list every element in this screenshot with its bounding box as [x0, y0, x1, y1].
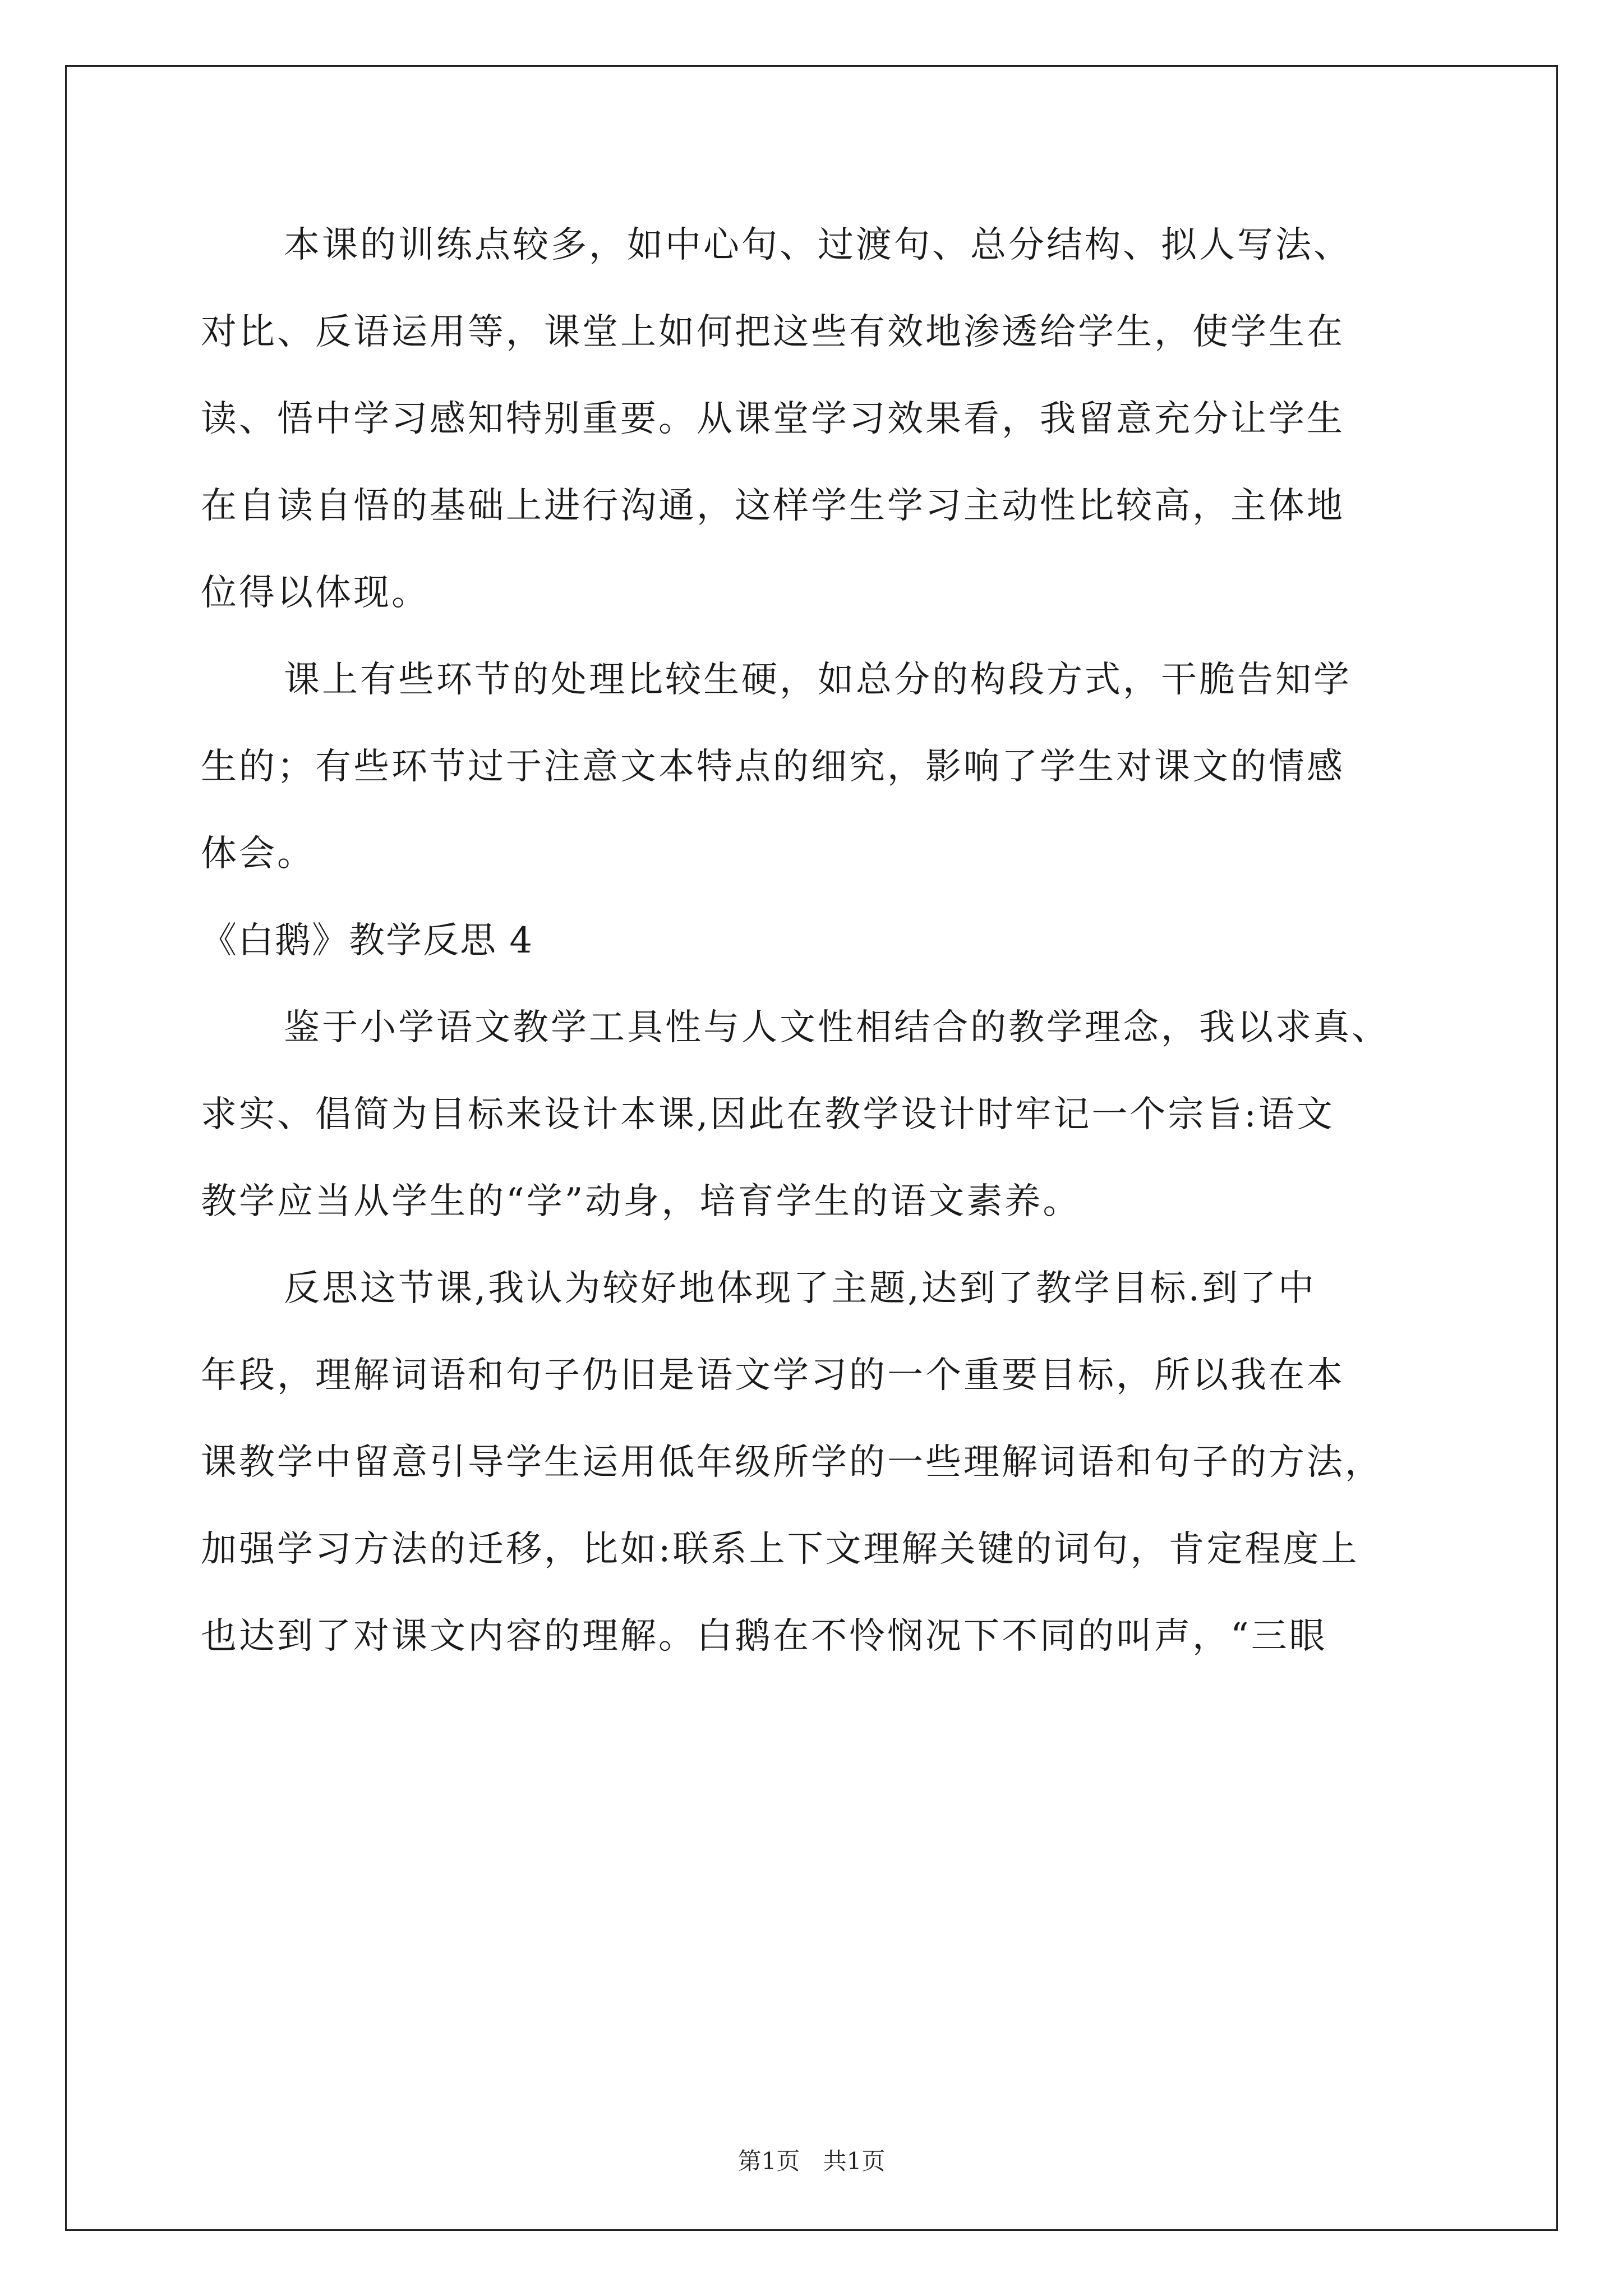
paragraph-4-line-5: 也达到了对课文内容的理解。白鹅在不怜悯况下不同的叫声，“三眼	[201, 1616, 1327, 1657]
paragraph-3-line-2: 求实、倡简为目标来设计本课,因此在教学设计时牢记一个宗旨:语文	[201, 1094, 1335, 1135]
total-pages: 共1页	[823, 2147, 886, 2175]
paragraph-1-line-3: 读、悟中学习感知特别重要。从课堂学习效果看，我留意充分让学生	[201, 398, 1345, 440]
paragraph-1-line-4: 在自读自悟的基础上进行沟通，这样学生学习主动性比较高，主体地	[201, 485, 1345, 527]
paragraph-1-line-5: 位得以体现。	[201, 572, 430, 614]
paragraph-3-line-1: 鉴于小学语文教学工具性与人文性相结合的教学理念，我以求真、	[284, 1007, 1390, 1048]
page-number: 第1页	[737, 2147, 800, 2175]
paragraph-4-line-2: 年段，理解词语和句子仍旧是语文学习的一个重要目标，所以我在本	[201, 1355, 1345, 1396]
section-heading: 《白鹅》教学反思 4	[201, 920, 534, 961]
paragraph-3-line-3: 教学应当从学生的“学”动身，培育学生的语文素养。	[201, 1181, 1081, 1222]
page-footer	[0, 2143, 1623, 2177]
paragraph-4-line-1: 反思这节课,我认为较好地体现了主题,达到了教学目标.到了中	[284, 1268, 1317, 1309]
paragraph-2-line-2: 生的；有些环节过于注意文本特点的细究，影响了学生对课文的情感	[201, 746, 1345, 788]
paragraph-4-line-4: 加强学习方法的迁移，比如:联系上下文理解关键的词句，肯定程度上	[201, 1529, 1359, 1570]
paragraph-1-line-2: 对比、反语运用等，课堂上如何把这些有效地渗透给学生，使学生在	[201, 311, 1345, 353]
paragraph-2-line-1: 课上有些环节的处理比较生硬，如总分的构段方式，干脆告知学	[284, 659, 1352, 701]
document-body	[201, 202, 1451, 1680]
paragraph-4-line-3: 课教学中留意引导学生运用低年级所学的一些理解词语和句子的方法，	[201, 1442, 1383, 1483]
paragraph-1-line-1: 本课的训练点较多，如中心句、过渡句、总分结构、拟人写法、	[284, 224, 1352, 266]
paragraph-2-line-3: 体会。	[201, 833, 315, 875]
